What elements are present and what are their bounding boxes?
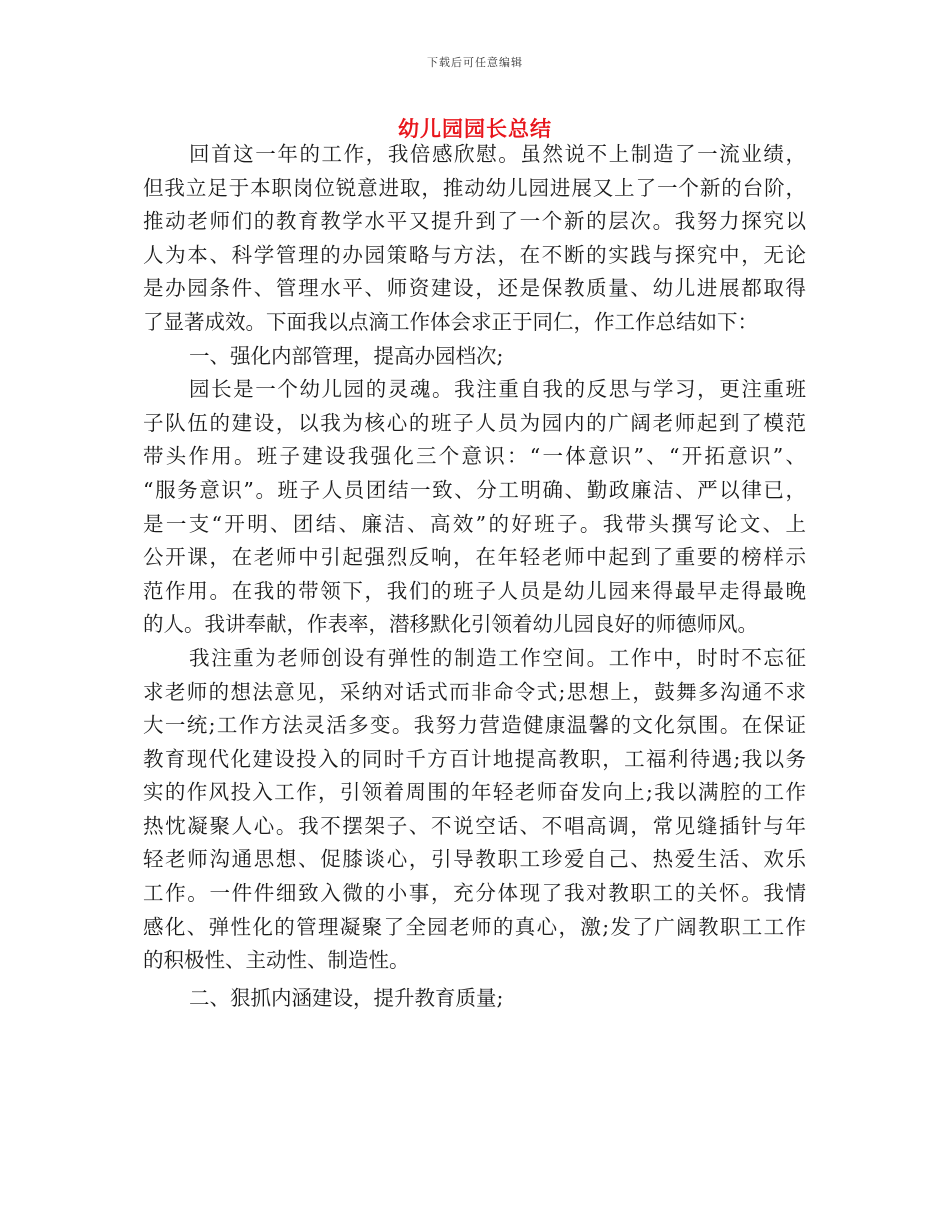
paragraph-line: 是办园条件、管理水平、师资建设，还是保教质量、幼儿进展都取得 [143, 276, 806, 301]
paragraph-line: 回首这一年的工作，我倍感欣慰。虽然说不上制造了一流业绩， [189, 142, 806, 166]
paragraph-line: 热忱凝聚人心。我不摆架子、不说空话、不唱高调，常见缝插针与年 [143, 813, 806, 838]
paragraph-line: 轻老师沟通思想、促膝谈心，引导教职工珍爱自己、热爱生活、欢乐 [143, 847, 806, 872]
paragraph-line: 求老师的想法意见，采纳对话式而非命令式;思想上，鼓舞多沟通不求 [143, 679, 806, 704]
section-heading-1: 一、强化内部管理，提高办园档次; [189, 343, 504, 368]
paragraph-line: 园长是一个幼儿园的灵魂。我注重自我的反思与学习，更注重班 [189, 377, 806, 402]
paragraph-line: 工作。一件件细致入微的小事，充分体现了我对教职工的关怀。我情 [143, 881, 806, 906]
paragraph-line: 人为本、科学管理的办园策略与方法，在不断的实践与探究中，无论 [143, 242, 806, 267]
document-title: 幼儿园园长总结 [398, 116, 552, 141]
paragraph-line: 了显著成效。下面我以点滴工作体会求正于同仁，作工作总结如下： [143, 309, 758, 334]
paragraph-line: 的积极性、主动性、制造性。 [143, 948, 410, 973]
paragraph-line: 子队伍的建设，以我为核心的班子人员为园内的广阔老师起到了模范 [143, 410, 806, 435]
paragraph-line: 的人。我讲奉献，作表率，潜移默化引领着幼儿园良好的师德师风。 [143, 612, 758, 637]
paragraph-line: 实的作风投入工作，引领着周围的年轻老师奋发向上;我以满腔的工作 [143, 780, 806, 805]
section-heading-2: 二、狠抓内涵建设，提升教育质量; [189, 985, 504, 1010]
document-body [143, 138, 806, 1015]
paragraph-line: “服务意识”。班子人员团结一致、分工明确、勤政廉洁、严以律已， [143, 477, 806, 502]
paragraph-line: 我注重为老师创设有弹性的制造工作空间。工作中，时时不忘征 [189, 645, 806, 670]
paragraph-line: 带头作用。班子建设我强化三个意识：“一体意识”、“开拓意识”、 [143, 444, 806, 469]
paragraph-line: 教育现代化建设投入的同时千方百计地提高教职，工福利待遇;我以务 [143, 746, 806, 771]
paragraph-line: 大一统;工作方法灵活多变。我努力营造健康温馨的文化氛围。在保证 [143, 713, 806, 738]
paragraph-line: 范作用。在我的带领下，我们的班子人员是幼儿园来得最早走得最晚 [143, 578, 806, 603]
paragraph-line: 但我立足于本职岗位锐意进取，推动幼儿园进展又上了一个新的台阶， [143, 175, 806, 200]
paragraph-line: 感化、弹性化的管理凝聚了全园老师的真心，激;发了广阔教职工工作 [143, 914, 806, 939]
page-header-note: 下载后可任意编辑 [427, 56, 523, 69]
paragraph-line: 推动老师们的教育教学水平又提升到了一个新的层次。我努力探究以 [143, 209, 806, 234]
paragraph-line: 是一支“开明、团结、廉洁、高效”的好班子。我带头撰写论文、上 [143, 511, 806, 536]
paragraph-line: 公开课，在老师中引起强烈反响，在年轻老师中起到了重要的榜样示 [143, 545, 806, 570]
